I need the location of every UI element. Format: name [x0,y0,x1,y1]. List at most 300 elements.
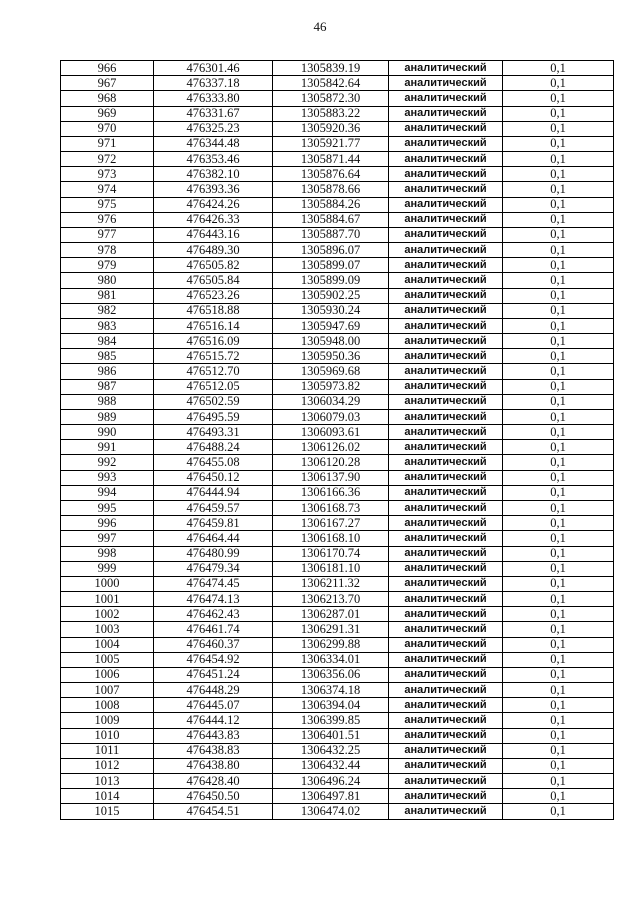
method-cell: аналитический [389,394,503,409]
point-number-cell: 978 [61,243,154,258]
y-coordinate-cell: 1305839.19 [273,61,389,76]
method-cell: аналитический [389,592,503,607]
x-coordinate-cell: 476451.24 [154,667,273,682]
y-coordinate-cell: 1306474.02 [273,804,389,819]
x-coordinate-cell: 476480.99 [154,546,273,561]
x-coordinate-cell: 476450.12 [154,470,273,485]
accuracy-cell: 0,1 [503,106,614,121]
accuracy-cell: 0,1 [503,121,614,136]
y-coordinate-cell: 1306079.03 [273,409,389,424]
y-coordinate-cell: 1306496.24 [273,774,389,789]
method-cell: аналитический [389,167,503,182]
table-row [61,455,614,470]
method-cell: аналитический [389,409,503,424]
method-cell: аналитический [389,470,503,485]
point-number-cell: 999 [61,561,154,576]
point-number-cell: 985 [61,349,154,364]
table-row [61,425,614,440]
method-cell: аналитический [389,561,503,576]
table-row [61,243,614,258]
table-row [61,364,614,379]
x-coordinate-cell: 476426.33 [154,212,273,227]
point-number-cell: 971 [61,136,154,151]
x-coordinate-cell: 476479.34 [154,561,273,576]
point-number-cell: 983 [61,318,154,333]
accuracy-cell: 0,1 [503,364,614,379]
table-row [61,576,614,591]
table-row [61,182,614,197]
point-number-cell: 1005 [61,652,154,667]
method-cell: аналитический [389,485,503,500]
method-cell: аналитический [389,364,503,379]
x-coordinate-cell: 476515.72 [154,349,273,364]
y-coordinate-cell: 1305896.07 [273,243,389,258]
y-coordinate-cell: 1306291.31 [273,622,389,637]
method-cell: аналитический [389,152,503,167]
y-coordinate-cell: 1306432.25 [273,743,389,758]
point-number-cell: 973 [61,167,154,182]
method-cell: аналитический [389,667,503,682]
point-number-cell: 1008 [61,698,154,713]
x-coordinate-cell: 476459.81 [154,516,273,531]
point-number-cell: 984 [61,334,154,349]
table-row [61,774,614,789]
accuracy-cell: 0,1 [503,167,614,182]
y-coordinate-cell: 1306432.44 [273,758,389,773]
table-row [61,667,614,682]
x-coordinate-cell: 476516.14 [154,318,273,333]
point-number-cell: 987 [61,379,154,394]
x-coordinate-cell: 476444.94 [154,485,273,500]
table-row [61,546,614,561]
x-coordinate-cell: 476382.10 [154,167,273,182]
point-number-cell: 970 [61,121,154,136]
table-row [61,743,614,758]
method-cell: аналитический [389,789,503,804]
point-number-cell: 979 [61,258,154,273]
point-number-cell: 980 [61,273,154,288]
table-row [61,167,614,182]
x-coordinate-cell: 476353.46 [154,152,273,167]
x-coordinate-cell: 476523.26 [154,288,273,303]
accuracy-cell: 0,1 [503,485,614,500]
x-coordinate-cell: 476325.23 [154,121,273,136]
accuracy-cell: 0,1 [503,637,614,652]
accuracy-cell: 0,1 [503,758,614,773]
method-cell: аналитический [389,91,503,106]
point-number-cell: 997 [61,531,154,546]
x-coordinate-cell: 476428.40 [154,774,273,789]
accuracy-cell: 0,1 [503,334,614,349]
accuracy-cell: 0,1 [503,288,614,303]
x-coordinate-cell: 476518.88 [154,303,273,318]
y-coordinate-cell: 1306399.85 [273,713,389,728]
point-number-cell: 969 [61,106,154,121]
x-coordinate-cell: 476443.16 [154,227,273,242]
table-row [61,516,614,531]
accuracy-cell: 0,1 [503,516,614,531]
table-row [61,349,614,364]
x-coordinate-cell: 476393.36 [154,182,273,197]
point-number-cell: 996 [61,516,154,531]
accuracy-cell: 0,1 [503,470,614,485]
table-row [61,227,614,242]
method-cell: аналитический [389,622,503,637]
point-number-cell: 989 [61,409,154,424]
method-cell: аналитический [389,500,503,515]
y-coordinate-cell: 1306093.61 [273,425,389,440]
table-row [61,91,614,106]
table-row [61,379,614,394]
point-number-cell: 972 [61,152,154,167]
x-coordinate-cell: 476454.92 [154,652,273,667]
x-coordinate-cell: 476444.12 [154,713,273,728]
y-coordinate-cell: 1305920.36 [273,121,389,136]
y-coordinate-cell: 1305872.30 [273,91,389,106]
accuracy-cell: 0,1 [503,212,614,227]
table-row [61,76,614,91]
y-coordinate-cell: 1305883.22 [273,106,389,121]
y-coordinate-cell: 1305902.25 [273,288,389,303]
point-number-cell: 998 [61,546,154,561]
accuracy-cell: 0,1 [503,607,614,622]
table-row [61,607,614,622]
point-number-cell: 967 [61,76,154,91]
point-number-cell: 994 [61,485,154,500]
x-coordinate-cell: 476460.37 [154,637,273,652]
table-row [61,288,614,303]
table-row [61,106,614,121]
y-coordinate-cell: 1305871.44 [273,152,389,167]
x-coordinate-cell: 476454.51 [154,804,273,819]
y-coordinate-cell: 1306374.18 [273,683,389,698]
x-coordinate-cell: 476459.57 [154,500,273,515]
table-row [61,303,614,318]
y-coordinate-cell: 1306497.81 [273,789,389,804]
point-number-cell: 995 [61,500,154,515]
point-number-cell: 1014 [61,789,154,804]
point-number-cell: 1004 [61,637,154,652]
accuracy-cell: 0,1 [503,576,614,591]
accuracy-cell: 0,1 [503,440,614,455]
table-row [61,713,614,728]
table-row [61,531,614,546]
point-number-cell: 988 [61,394,154,409]
accuracy-cell: 0,1 [503,546,614,561]
coordinates-table-body [61,61,614,820]
point-number-cell: 990 [61,425,154,440]
method-cell: аналитический [389,804,503,819]
method-cell: аналитический [389,607,503,622]
y-coordinate-cell: 1305930.24 [273,303,389,318]
accuracy-cell: 0,1 [503,182,614,197]
method-cell: аналитический [389,258,503,273]
x-coordinate-cell: 476461.74 [154,622,273,637]
x-coordinate-cell: 476337.18 [154,76,273,91]
point-number-cell: 1006 [61,667,154,682]
accuracy-cell: 0,1 [503,683,614,698]
x-coordinate-cell: 476512.70 [154,364,273,379]
method-cell: аналитический [389,243,503,258]
table-row [61,334,614,349]
accuracy-cell: 0,1 [503,789,614,804]
table-row [61,485,614,500]
y-coordinate-cell: 1306334.01 [273,652,389,667]
x-coordinate-cell: 476301.46 [154,61,273,76]
point-number-cell: 1007 [61,683,154,698]
accuracy-cell: 0,1 [503,152,614,167]
y-coordinate-cell: 1306120.28 [273,455,389,470]
y-coordinate-cell: 1306168.73 [273,500,389,515]
method-cell: аналитический [389,652,503,667]
accuracy-cell: 0,1 [503,561,614,576]
method-cell: аналитический [389,713,503,728]
accuracy-cell: 0,1 [503,379,614,394]
method-cell: аналитический [389,425,503,440]
y-coordinate-cell: 1306137.90 [273,470,389,485]
accuracy-cell: 0,1 [503,500,614,515]
x-coordinate-cell: 476333.80 [154,91,273,106]
table-row [61,728,614,743]
accuracy-cell: 0,1 [503,76,614,91]
method-cell: аналитический [389,121,503,136]
method-cell: аналитический [389,136,503,151]
x-coordinate-cell: 476344.48 [154,136,273,151]
method-cell: аналитический [389,576,503,591]
accuracy-cell: 0,1 [503,652,614,667]
point-number-cell: 1013 [61,774,154,789]
x-coordinate-cell: 476438.80 [154,758,273,773]
point-number-cell: 1011 [61,743,154,758]
method-cell: аналитический [389,379,503,394]
y-coordinate-cell: 1305921.77 [273,136,389,151]
coordinates-table [60,60,614,820]
accuracy-cell: 0,1 [503,804,614,819]
accuracy-cell: 0,1 [503,273,614,288]
accuracy-cell: 0,1 [503,425,614,440]
method-cell: аналитический [389,334,503,349]
y-coordinate-cell: 1305878.66 [273,182,389,197]
y-coordinate-cell: 1306167.27 [273,516,389,531]
accuracy-cell: 0,1 [503,243,614,258]
point-number-cell: 982 [61,303,154,318]
x-coordinate-cell: 476462.43 [154,607,273,622]
method-cell: аналитический [389,76,503,91]
point-number-cell: 1015 [61,804,154,819]
y-coordinate-cell: 1305842.64 [273,76,389,91]
table-row [61,592,614,607]
y-coordinate-cell: 1306211.32 [273,576,389,591]
point-number-cell: 977 [61,227,154,242]
page-number: 46 [313,19,327,34]
method-cell: аналитический [389,516,503,531]
table-row [61,394,614,409]
method-cell: аналитический [389,683,503,698]
method-cell: аналитический [389,212,503,227]
table-row [61,500,614,515]
table-row [61,136,614,151]
method-cell: аналитический [389,728,503,743]
y-coordinate-cell: 1305950.36 [273,349,389,364]
x-coordinate-cell: 476474.13 [154,592,273,607]
y-coordinate-cell: 1305876.64 [273,167,389,182]
x-coordinate-cell: 476495.59 [154,409,273,424]
point-number-cell: 986 [61,364,154,379]
accuracy-cell: 0,1 [503,394,614,409]
method-cell: аналитический [389,318,503,333]
accuracy-cell: 0,1 [503,531,614,546]
x-coordinate-cell: 476448.29 [154,683,273,698]
accuracy-cell: 0,1 [503,774,614,789]
method-cell: аналитический [389,455,503,470]
x-coordinate-cell: 476443.83 [154,728,273,743]
point-number-cell: 966 [61,61,154,76]
x-coordinate-cell: 476505.84 [154,273,273,288]
accuracy-cell: 0,1 [503,713,614,728]
x-coordinate-cell: 476445.07 [154,698,273,713]
point-number-cell: 981 [61,288,154,303]
accuracy-cell: 0,1 [503,227,614,242]
point-number-cell: 992 [61,455,154,470]
accuracy-cell: 0,1 [503,728,614,743]
point-number-cell: 1010 [61,728,154,743]
point-number-cell: 968 [61,91,154,106]
y-coordinate-cell: 1305947.69 [273,318,389,333]
accuracy-cell: 0,1 [503,258,614,273]
y-coordinate-cell: 1306213.70 [273,592,389,607]
method-cell: аналитический [389,637,503,652]
x-coordinate-cell: 476474.45 [154,576,273,591]
table-row [61,637,614,652]
accuracy-cell: 0,1 [503,349,614,364]
table-row [61,622,614,637]
point-number-cell: 1009 [61,713,154,728]
method-cell: аналитический [389,106,503,121]
y-coordinate-cell: 1306401.51 [273,728,389,743]
y-coordinate-cell: 1305969.68 [273,364,389,379]
x-coordinate-cell: 476512.05 [154,379,273,394]
method-cell: аналитический [389,303,503,318]
table-row [61,561,614,576]
x-coordinate-cell: 476331.67 [154,106,273,121]
x-coordinate-cell: 476438.83 [154,743,273,758]
table-row [61,683,614,698]
y-coordinate-cell: 1305973.82 [273,379,389,394]
y-coordinate-cell: 1306170.74 [273,546,389,561]
method-cell: аналитический [389,531,503,546]
method-cell: аналитический [389,288,503,303]
table-row [61,758,614,773]
x-coordinate-cell: 476488.24 [154,440,273,455]
x-coordinate-cell: 476516.09 [154,334,273,349]
accuracy-cell: 0,1 [503,667,614,682]
table-row [61,61,614,76]
accuracy-cell: 0,1 [503,698,614,713]
y-coordinate-cell: 1306299.88 [273,637,389,652]
method-cell: аналитический [389,61,503,76]
table-row [61,258,614,273]
y-coordinate-cell: 1305884.67 [273,212,389,227]
method-cell: аналитический [389,546,503,561]
point-number-cell: 1012 [61,758,154,773]
y-coordinate-cell: 1306126.02 [273,440,389,455]
table-row [61,789,614,804]
method-cell: аналитический [389,698,503,713]
y-coordinate-cell: 1305884.26 [273,197,389,212]
x-coordinate-cell: 476450.50 [154,789,273,804]
accuracy-cell: 0,1 [503,303,614,318]
point-number-cell: 1001 [61,592,154,607]
point-number-cell: 993 [61,470,154,485]
method-cell: аналитический [389,273,503,288]
y-coordinate-cell: 1306394.04 [273,698,389,713]
x-coordinate-cell: 476455.08 [154,455,273,470]
method-cell: аналитический [389,349,503,364]
y-coordinate-cell: 1306287.01 [273,607,389,622]
table-row [61,197,614,212]
y-coordinate-cell: 1305948.00 [273,334,389,349]
method-cell: аналитический [389,758,503,773]
y-coordinate-cell: 1306034.29 [273,394,389,409]
method-cell: аналитический [389,440,503,455]
y-coordinate-cell: 1305887.70 [273,227,389,242]
table-row [61,212,614,227]
x-coordinate-cell: 476505.82 [154,258,273,273]
method-cell: аналитический [389,743,503,758]
point-number-cell: 974 [61,182,154,197]
table-row [61,409,614,424]
x-coordinate-cell: 476424.26 [154,197,273,212]
y-coordinate-cell: 1306166.36 [273,485,389,500]
table-row [61,152,614,167]
point-number-cell: 1000 [61,576,154,591]
x-coordinate-cell: 476489.30 [154,243,273,258]
x-coordinate-cell: 476464.44 [154,531,273,546]
table-row [61,121,614,136]
accuracy-cell: 0,1 [503,743,614,758]
accuracy-cell: 0,1 [503,592,614,607]
accuracy-cell: 0,1 [503,318,614,333]
table-row [61,470,614,485]
point-number-cell: 1002 [61,607,154,622]
accuracy-cell: 0,1 [503,409,614,424]
accuracy-cell: 0,1 [503,91,614,106]
accuracy-cell: 0,1 [503,136,614,151]
accuracy-cell: 0,1 [503,622,614,637]
table-row [61,804,614,819]
point-number-cell: 976 [61,212,154,227]
accuracy-cell: 0,1 [503,61,614,76]
y-coordinate-cell: 1306356.06 [273,667,389,682]
method-cell: аналитический [389,774,503,789]
table-row [61,652,614,667]
x-coordinate-cell: 476502.59 [154,394,273,409]
table-row [61,440,614,455]
point-number-cell: 991 [61,440,154,455]
method-cell: аналитический [389,182,503,197]
y-coordinate-cell: 1306181.10 [273,561,389,576]
table-row [61,318,614,333]
table-row [61,273,614,288]
table-row [61,698,614,713]
point-number-cell: 975 [61,197,154,212]
x-coordinate-cell: 476493.31 [154,425,273,440]
y-coordinate-cell: 1305899.07 [273,258,389,273]
point-number-cell: 1003 [61,622,154,637]
accuracy-cell: 0,1 [503,197,614,212]
method-cell: аналитический [389,227,503,242]
accuracy-cell: 0,1 [503,455,614,470]
